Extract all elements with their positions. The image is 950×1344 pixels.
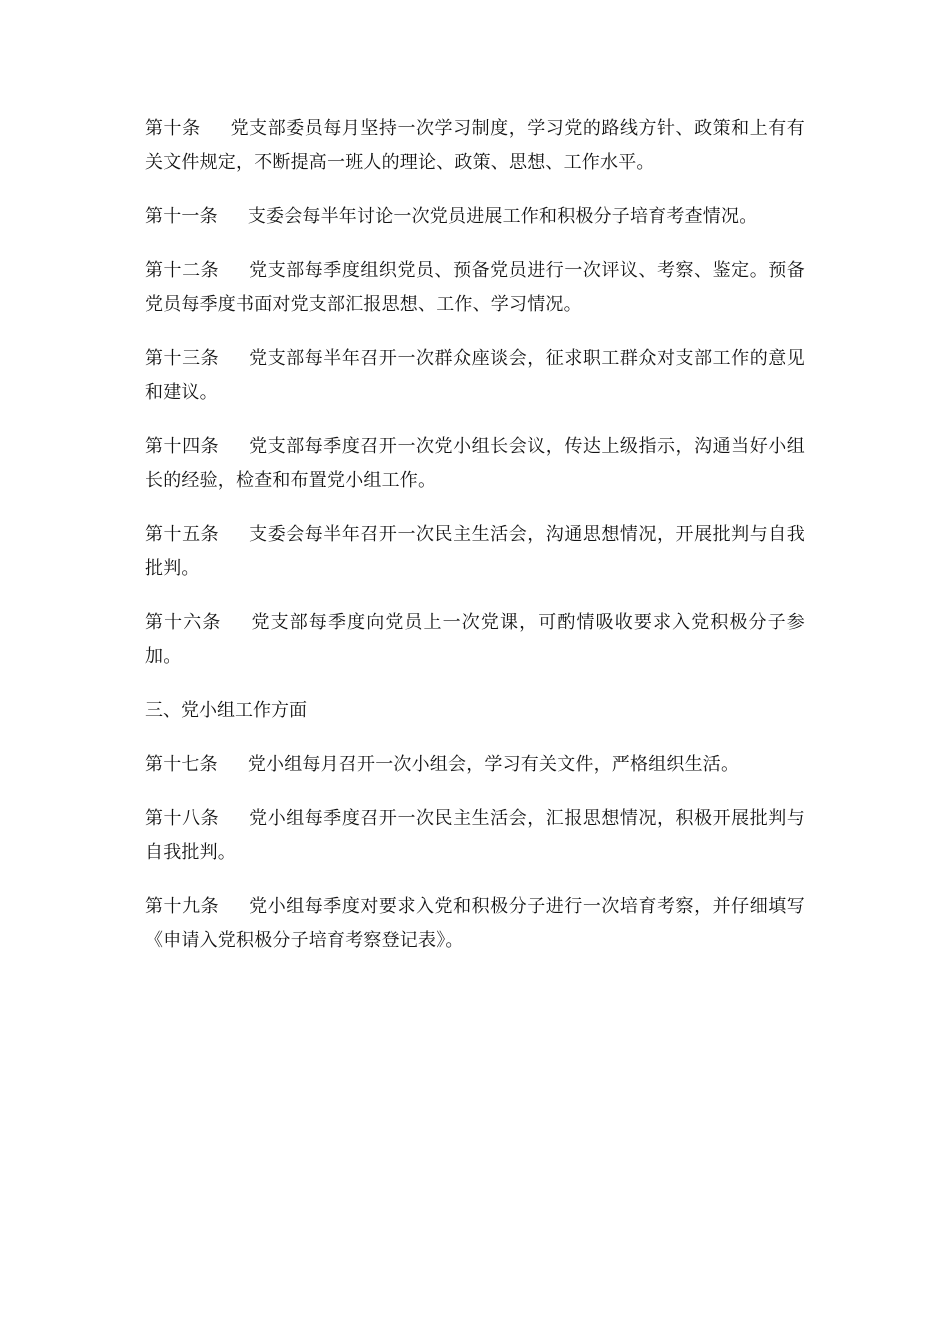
article-text: 党支部每季度组织党员、预备党员进行一次评议、考察、鉴定。预备党员每季度书面对党支部汇报思想、工作、学习情况。 — [145, 260, 805, 315]
article-text: 党小组每季度对要求入党和积极分子进行一次培育考察，并仔细填写《申请入党积极分子培育考察登记表》。 — [145, 896, 805, 951]
article-17 — [145, 748, 805, 782]
article-text: 党支部每季度召开一次党小组长会议，传达上级指示，沟通当好小组长的经验，检查和布置党小组工作。 — [145, 436, 805, 491]
article-number: 第十八条 — [145, 808, 220, 829]
article-number: 第十四条 — [145, 436, 220, 457]
article-number: 第十条 — [145, 118, 201, 139]
article-13 — [145, 342, 805, 410]
article-text: 党支部每季度向党员上一次党课，可酌情吸收要求入党积极分子参加。 — [145, 612, 805, 667]
article-19 — [145, 890, 805, 958]
article-14 — [145, 430, 805, 498]
article-number: 第十五条 — [145, 524, 220, 545]
article-text: 支委会每半年讨论一次党员进展工作和积极分子培育考查情况。 — [247, 206, 758, 227]
article-text: 党支部委员每月坚持一次学习制度，学习党的路线方针、政策和上有有关文件规定，不断提高一班人的理论、政策、思想、工作水平。 — [145, 118, 805, 173]
article-12 — [145, 254, 805, 322]
article-number: 第十一条 — [145, 206, 218, 227]
article-10 — [145, 112, 805, 180]
section-heading: 三、党小组工作方面 — [145, 700, 307, 721]
article-number: 第十七条 — [145, 754, 218, 775]
article-number: 第十六条 — [145, 612, 222, 633]
article-18 — [145, 802, 805, 870]
article-number: 第十三条 — [145, 348, 220, 369]
article-11 — [145, 200, 805, 234]
article-number: 第十九条 — [145, 896, 220, 917]
article-text: 支委会每半年召开一次民主生活会，沟通思想情况，开展批判与自我批判。 — [145, 524, 805, 579]
article-15 — [145, 518, 805, 586]
article-text: 党小组每月召开一次小组会，学习有关文件，严格组织生活。 — [247, 754, 740, 775]
article-number: 第十二条 — [145, 260, 220, 281]
article-text: 党小组每季度召开一次民主生活会，汇报思想情况，积极开展批判与自我批判。 — [145, 808, 805, 863]
article-16 — [145, 606, 805, 674]
article-text: 党支部每半年召开一次群众座谈会，征求职工群众对支部工作的意见和建议。 — [145, 348, 805, 403]
